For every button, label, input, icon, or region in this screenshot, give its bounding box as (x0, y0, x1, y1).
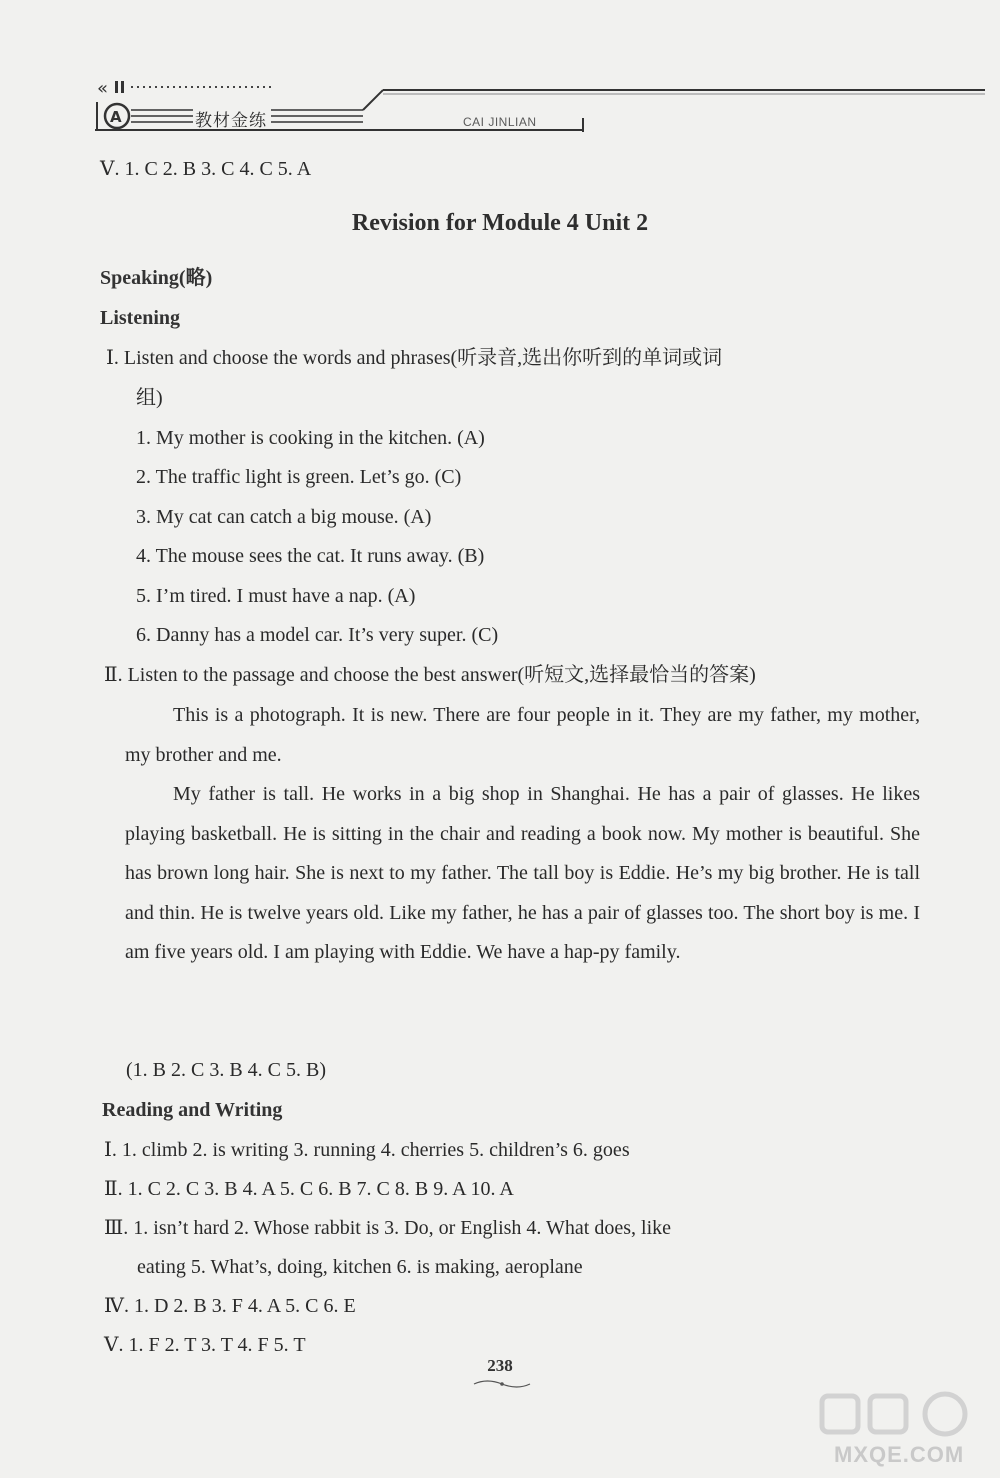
rw-part2-answers: Ⅱ. 1. C 2. C 3. B 4. A 5. C 6. B 7. C 8. B 9. A 10. A (104, 1178, 514, 1200)
watermark (800, 1388, 990, 1474)
list-item: 1. My mother is cooking in the kitchen. (A) (136, 427, 485, 449)
passage-paragraph-2 (125, 775, 920, 973)
listening-heading: Listening (100, 307, 181, 329)
rw-part4-answers: Ⅳ. 1. D 2. B 3. F 4. A 5. C 6. E (104, 1295, 356, 1317)
list-item: 3. My cat can catch a big mouse. (A) (136, 506, 432, 528)
svg-text:«: « (97, 78, 109, 99)
watermark-logo (800, 1388, 990, 1444)
rw-part1-answers: Ⅰ. 1. climb 2. is writing 3. running 4. cherries 5. children’s 6. goes (104, 1139, 630, 1161)
listening-part1-heading-cont: 组) (136, 387, 163, 409)
speaking-heading: Speaking(略) (100, 267, 213, 289)
list-item: 5. I’m tired. I must have a nap. (A) (136, 585, 416, 607)
svg-text:A: A (110, 108, 122, 126)
rw-part3-answers: Ⅲ. 1. isn’t hard 2. Whose rabbit is 3. Do, or English 4. What does, like (104, 1217, 672, 1239)
previous-answers: Ⅴ. 1. C 2. B 3. C 4. C 5. A (100, 158, 312, 180)
page-header (95, 72, 985, 142)
section-title: Revision for Module 4 Unit 2 (351, 210, 649, 236)
listening-part1-heading: Ⅰ. Listen and choose the words and phrases(听录音,选出你听到的单词或词 (106, 347, 723, 369)
page-number: 238 (487, 1356, 513, 1375)
rw-part5-answers: Ⅴ. 1. F 2. T 3. T 4. F 5. T (104, 1334, 306, 1356)
list-item: 4. The mouse sees the cat. It runs away. (B) (136, 545, 485, 567)
passage-paragraph-1 (125, 696, 920, 775)
watermark-text: MXQE.COM (834, 1442, 965, 1467)
reading-writing-heading: Reading and Writing (102, 1099, 283, 1121)
brand-title: 教材金练 (195, 111, 267, 130)
listening-part2-answers: (1. B 2. C 3. B 4. C 5. B) (126, 1059, 327, 1081)
brand-subtitle: CAI JINLIAN (463, 115, 537, 129)
page-number-ornament (472, 1378, 532, 1390)
passage-text: My father is tall. He works in a big shop in Shanghai. He has a pair of glasses. He likes playing basketball. He is sitting in the chair and reading a book now. My mother is beautiful. She has brown long hair. She is next to my father. The tall boy is Eddie. He’s my big brother. He is tall and thin. He is twelve years old. Like my father, he has a pair of glasses too. The short boy is me. I am five years old. I am playing with Eddie. We have a hap-py family. (125, 783, 920, 964)
list-item: 2. The traffic light is green. Let’s go. (C) (136, 466, 462, 488)
listening-part2-heading: Ⅱ. Listen to the passage and choose the best answer(听短文,选择最恰当的答案) (104, 664, 756, 686)
passage-text: This is a photograph. It is new. There are four people in it. They are my father, my mother, my brother and me. (125, 704, 920, 766)
list-item: 6. Danny has a model car. It’s very super. (C) (136, 624, 499, 646)
rw-part3-answers-cont: eating 5. What’s, doing, kitchen 6. is making, aeroplane (137, 1256, 583, 1278)
